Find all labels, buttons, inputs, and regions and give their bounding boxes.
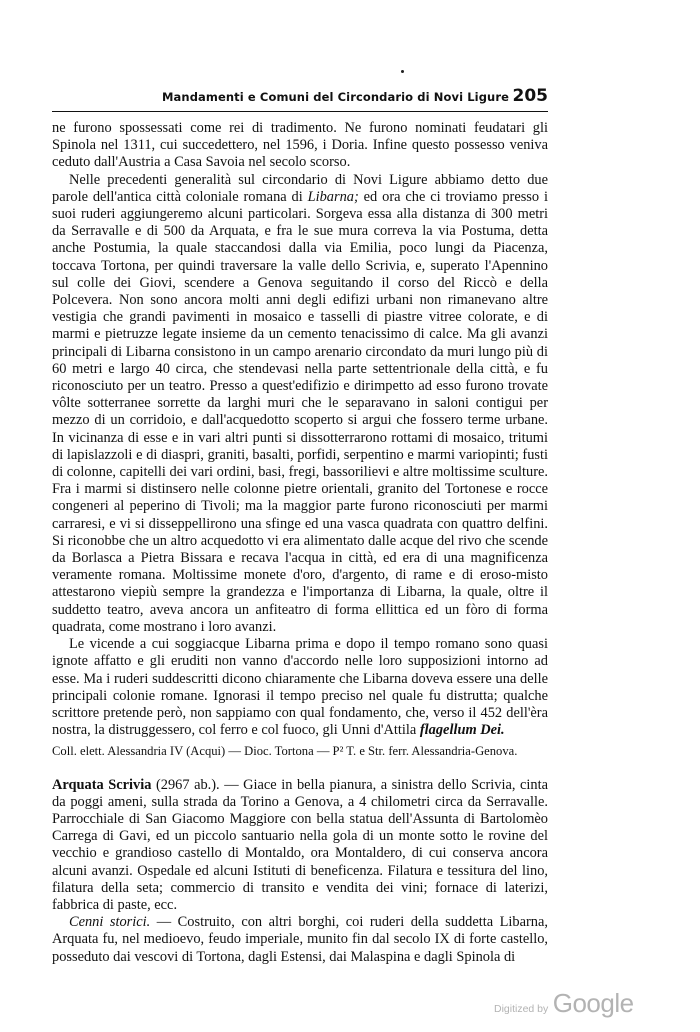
- libarna-italic: Libarna;: [307, 188, 359, 205]
- cenni-paragraph: [52, 914, 548, 966]
- arquata-text: (2967 ab.). — Giace in bella pianura, a sinistra dello Scrivia, cinta da poggi ameni, sulla strada da Torino a Genova, a 4 chilometri circa da Serravalle. Parrocchiale di San Giacomo Maggiore con bella statua dell'Assunta di Bartolomèo Carrega di Gavi, ed un piccolo santuario nella gola di un monte sotto le rovine del vecchio e grandioso castello di Montaldo, ora Montaldero, di cui conserva ancora alcuni avanzi. Ospedale ed alcuni Istituti di beneficenza. Filatura e tessitura del lino, filatura della seta; commercio di transito e vendita dei vini; fornace di laterizi, fabbrica di paste, ecc.: [52, 776, 548, 913]
- ink-dot: [401, 70, 404, 73]
- page-number: 205: [512, 86, 548, 106]
- google-watermark: [494, 988, 634, 1019]
- header-title: Mandamenti e Comuni del Circondario di Novi Ligure: [162, 90, 509, 104]
- arquata-heading: Arquata Scrivia: [52, 776, 152, 793]
- section-gap: [52, 761, 548, 777]
- paragraph-1-text: ne furono spossessati come rei di tradimento. Ne furono nominati feudatari gli Spinola nel 1311, cui succedettero, nel 1596, i Doria. Infine questo possesso veniva ceduto dall'Austria a Casa Savoia nel secolo scorso.: [52, 120, 548, 171]
- running-header: [52, 86, 548, 110]
- cenni-storici-label: Cenni storici.: [69, 914, 151, 931]
- header-rule: [52, 111, 548, 112]
- arquata-paragraph: [52, 777, 548, 915]
- digitized-by-text: Digitized by: [494, 1003, 549, 1015]
- page-body: [52, 120, 548, 966]
- google-logo: Google: [552, 988, 634, 1018]
- flagellum-dei-italic: flagellum Dei.: [419, 722, 505, 739]
- collegio-line: Coll. elett. Alessandria IV (Acqui) — Dioc. Tortona — P² T. e Str. ferr. Alessandria-Genova.: [52, 744, 518, 759]
- paragraph-3-text: Le vicende a cui soggiacque Libarna prima e dopo il tempo romano sono quasi ignote affatto e gli eruditi non vanno d'accordo nelle loro supposizioni intorno ad esse. Ma i ruderi suddescritti dicono chiaramente che Libarna doveva essere una delle principali colonie romane. Ignorasi il tempo preciso nel quale fu distrutta; qualche scrittore pretende però, non sappiamo con qual fondamento, che, verso il 452 dell'èra nostra, la distruggessero, col ferro e col fuoco, gli Unni d'Attila: [52, 636, 548, 739]
- paragraph-1: [52, 120, 548, 172]
- paragraph-2: [52, 172, 548, 636]
- cenni-text: — Costruito, con altri borghi, coi ruderi della suddetta Libarna, Arquata fu, nel medioevo, feudo imperiale, munito fin dal secolo IX di forte castello, posseduto dai vescovi di Tortona, dagli Estensi, dai Malaspina e dagli Spinola di: [52, 914, 548, 965]
- paragraph-2-text-a: Nelle precedenti generalità sul circondario di Novi Ligure abbiamo detto due parole dell'antica città coloniale romana di: [52, 171, 548, 205]
- paragraph-2-text-b: ed ora che ci troviamo presso i suoi ruderi aggiungeremo alcuni particolari. Sorgeva essa alla distanza di 300 metri da Serravalle e di 500 da Arquata, e fra le sue mura correva la via Postuma, detta anche Postumia, la quale staccandosi dalla via Emilia, poco lungi da Piacenza, toccava Tortona, per quindi traversare la valle dello Scrivia, e, superato l'Apennino sul colle dei Giovi, scendere a Genova seguitando il corso del Riccò e della Polcevera. Non sono ancora molti anni degli edifizi urbani non rimanevano altre vestigia che grandi pavimenti in mosaico e tasselli di piastre vitree colorate, e di marmi e pietruzze legate insieme da un cemento tenacissimo di calce. Ma gli avanzi principali di Libarna consistono in un campo arenario circondato da muri lungo più di 60 metri e largo 40 circa, che stendevasi nella parte settentrionale della città, e fu riconosciuto per un teatro. Presso a quest'edifizio e dirimpetto ad esso furono trovate vôlte sotterranee sorrette da larghi muri che le separavano in saloni contigui per mezzo di un corridoio, e dall'acquedotto scoperto si argui che fossero terme urbane. In vicinanza di esse e in vari altri punti si dissotterrarono rottami di mosaico, tritumi di lapislazzoli e di diaspri, graniti, basalti, porfidi, serpentino e marmi variopinti; fusti di colonne, capitelli dei vari ordini, basi, fregi, bassorilievi e altre moltissime sculture. Fra i marmi si distinsero nelle colonne pietre orientali, granito del Tortonese e rocce congeneri al peperino di Tivoli; ma la maggior parte furono riconosciuti per marmi carraresi, e vi si disseppellirono una sfinge ed una vasca quadrata con quattro delfini. Si riconobbe che un altro acquedotto vi era alimentato dalle acque del rivo che scende da Borlasca a Pietra Bissara e recava l'acqua in città, ed era di una magnificenza veramente romana. Moltissime monete d'oro, d'argento, di rame e di eroso-misto attestarono viepiù sempre la grandezza e l'importanza di Libarna, la quale, oltre il suddetto teatro, aveva ancora un anfiteatro di forma ellittica ed un fòro di forma quadrata, come mostrano i loro avanzi.: [52, 188, 548, 635]
- paragraph-3: [52, 636, 548, 739]
